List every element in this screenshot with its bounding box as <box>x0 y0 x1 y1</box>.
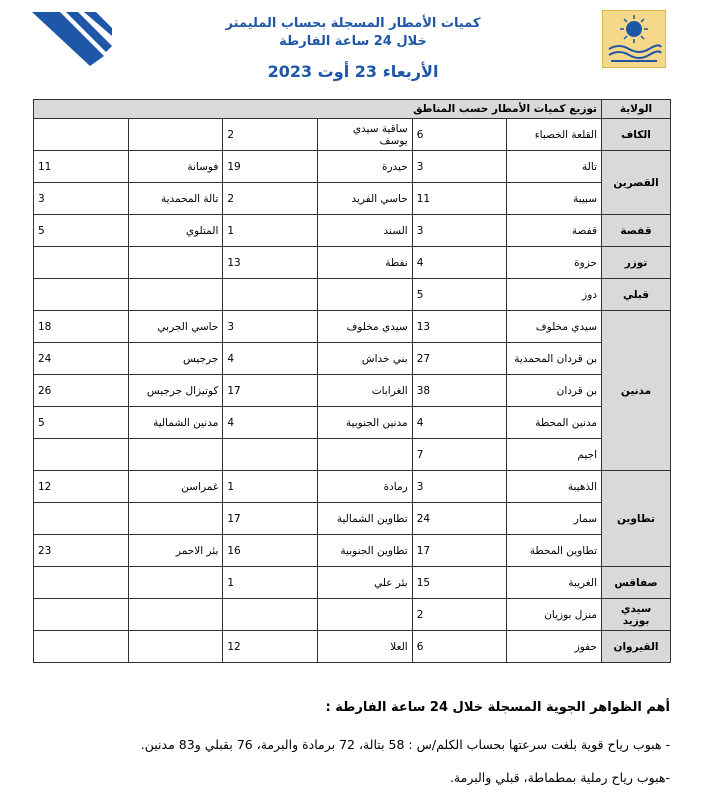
rain-value <box>34 503 129 535</box>
station-name <box>318 439 413 471</box>
rain-value: 3 <box>34 183 129 215</box>
rain-value <box>223 599 318 631</box>
station-name: سيدي مخلوف <box>318 311 413 343</box>
rain-value: 16 <box>223 535 318 567</box>
page-subtitle: خلال 24 ساعة الفارطة <box>279 34 427 49</box>
station-name: بئر الاحمر <box>128 535 223 567</box>
station-name: سبيبة <box>507 183 602 215</box>
station-name: تطاوين المحطة <box>507 535 602 567</box>
governorate-cell: توزر <box>602 247 671 279</box>
station-name: القلعة الخصباء <box>507 119 602 151</box>
station-name <box>128 631 223 663</box>
rain-value: 3 <box>412 215 507 247</box>
rain-value: 6 <box>412 119 507 151</box>
station-name: دوز <box>507 279 602 311</box>
rain-value: 17 <box>223 375 318 407</box>
station-name: فوسانة <box>128 151 223 183</box>
rain-value: 2 <box>223 183 318 215</box>
rain-value: 27 <box>412 343 507 375</box>
station-name: حفوز <box>507 631 602 663</box>
table-row <box>34 503 671 535</box>
rain-value: 1 <box>223 471 318 503</box>
rain-value <box>34 119 129 151</box>
table-row <box>34 151 671 183</box>
table-row <box>34 567 671 599</box>
rain-value: 4 <box>223 407 318 439</box>
governorate-cell: صفاقس <box>602 567 671 599</box>
table-row <box>34 471 671 503</box>
governorate-cell: تطاوين <box>602 471 671 567</box>
station-name: مدنين الشمالية <box>128 407 223 439</box>
table-row <box>34 311 671 343</box>
rain-value: 1 <box>223 215 318 247</box>
rain-value: 13 <box>223 247 318 279</box>
station-name: العلا <box>318 631 413 663</box>
report-date: الأربعاء 23 أوت 2023 <box>267 62 439 81</box>
station-name: نفطة <box>318 247 413 279</box>
station-name: بني خداش <box>318 343 413 375</box>
table-row <box>34 535 671 567</box>
rain-value: 38 <box>412 375 507 407</box>
rain-value: 17 <box>412 535 507 567</box>
table-row <box>34 631 671 663</box>
station-name: جرجيس <box>128 343 223 375</box>
rain-value <box>223 279 318 311</box>
station-name: سيدي مخلوف <box>507 311 602 343</box>
rain-value <box>223 439 318 471</box>
rainfall-table <box>33 99 671 663</box>
governorate-cell: القيروان <box>602 631 671 663</box>
rain-value: 2 <box>412 599 507 631</box>
header-distribution: توزيع كميات الأمطار حسب المناطق <box>34 100 602 119</box>
station-name: مدنين المحطة <box>507 407 602 439</box>
station-name: ساقية سيدي يوسف <box>318 119 413 151</box>
rain-value: 12 <box>223 631 318 663</box>
rain-value: 15 <box>412 567 507 599</box>
rain-value: 17 <box>223 503 318 535</box>
governorate-cell: قفصة <box>602 215 671 247</box>
table-row <box>34 215 671 247</box>
station-name: السند <box>318 215 413 247</box>
station-name <box>128 247 223 279</box>
rain-value: 11 <box>412 183 507 215</box>
rain-value: 13 <box>412 311 507 343</box>
station-name: حاسي الفريد <box>318 183 413 215</box>
rain-value: 24 <box>412 503 507 535</box>
rain-value <box>34 439 129 471</box>
table-row <box>34 407 671 439</box>
station-name: تطاوين الشمالية <box>318 503 413 535</box>
rain-value: 3 <box>412 151 507 183</box>
table-row <box>34 279 671 311</box>
rain-value: 24 <box>34 343 129 375</box>
rain-value: 5 <box>34 407 129 439</box>
station-name: كوتيزال جرجيس <box>128 375 223 407</box>
table-row <box>34 247 671 279</box>
station-name: قفصة <box>507 215 602 247</box>
station-name: الغريبة <box>507 567 602 599</box>
station-name: رمادة <box>318 471 413 503</box>
rain-value: 4 <box>223 343 318 375</box>
rain-value: 1 <box>223 567 318 599</box>
governorate-cell: مدنين <box>602 311 671 471</box>
station-name: سمار <box>507 503 602 535</box>
station-name <box>318 279 413 311</box>
page-title: كميات الأمطار المسجلة بحساب المليمتر <box>225 16 481 31</box>
rain-value <box>34 247 129 279</box>
rain-value <box>34 599 129 631</box>
rain-value: 23 <box>34 535 129 567</box>
station-name <box>128 119 223 151</box>
observations-title: أهم الظواهر الجوية المسجلة خلال 24 ساعة الفارطة : <box>325 700 670 715</box>
station-name <box>318 599 413 631</box>
station-name <box>128 503 223 535</box>
station-name: المتلوي <box>128 215 223 247</box>
rain-value: 3 <box>412 471 507 503</box>
table-header-row <box>34 100 671 119</box>
station-name: بئر علي <box>318 567 413 599</box>
station-name <box>128 439 223 471</box>
rain-value: 26 <box>34 375 129 407</box>
rain-value <box>34 631 129 663</box>
table-row <box>34 439 671 471</box>
rain-value: 12 <box>34 471 129 503</box>
station-name: الغرابات <box>318 375 413 407</box>
rain-value <box>34 567 129 599</box>
station-name <box>128 567 223 599</box>
rain-value: 3 <box>223 311 318 343</box>
table-row <box>34 343 671 375</box>
rain-value <box>34 279 129 311</box>
station-name: اجيم <box>507 439 602 471</box>
station-name: بن قردان المحمدية <box>507 343 602 375</box>
rain-value: 7 <box>412 439 507 471</box>
rain-value: 4 <box>412 407 507 439</box>
header-governorate: الولاية <box>602 100 671 119</box>
governorate-cell: الكاف <box>602 119 671 151</box>
rain-value: 18 <box>34 311 129 343</box>
rain-value: 6 <box>412 631 507 663</box>
observation-line: -هبوب رياح رملية بمطماطة، قبلي والبرمة. <box>449 770 670 785</box>
station-name: الذهيبة <box>507 471 602 503</box>
rain-value: 5 <box>412 279 507 311</box>
station-name: حيدرة <box>318 151 413 183</box>
table-row <box>34 375 671 407</box>
governorate-cell: قبلي <box>602 279 671 311</box>
rain-value: 4 <box>412 247 507 279</box>
station-name: مدنين الجنوبية <box>318 407 413 439</box>
governorate-cell: القصرين <box>602 151 671 215</box>
station-name: بن قردان <box>507 375 602 407</box>
station-name: حزوة <box>507 247 602 279</box>
rain-value: 5 <box>34 215 129 247</box>
governorate-cell: سيدي بوزيد <box>602 599 671 631</box>
station-name: غمراسن <box>128 471 223 503</box>
station-name <box>128 279 223 311</box>
table-row <box>34 119 671 151</box>
station-name <box>128 599 223 631</box>
station-name: حاسي الجربي <box>128 311 223 343</box>
station-name: تالة <box>507 151 602 183</box>
rain-value: 2 <box>223 119 318 151</box>
rain-value: 19 <box>223 151 318 183</box>
station-name: منزل بوزيان <box>507 599 602 631</box>
table-row <box>34 599 671 631</box>
rain-value: 11 <box>34 151 129 183</box>
table-row <box>34 183 671 215</box>
observation-line: - هبوب رياح قوية بلغت سرعتها بحساب الكلم/س : 58 بتالة، 72 برمادة والبرمة، 76 بقبلي و83 مدنين. <box>140 737 670 752</box>
station-name: تطاوين الجنوبية <box>318 535 413 567</box>
station-name: تالة المحمدية <box>128 183 223 215</box>
